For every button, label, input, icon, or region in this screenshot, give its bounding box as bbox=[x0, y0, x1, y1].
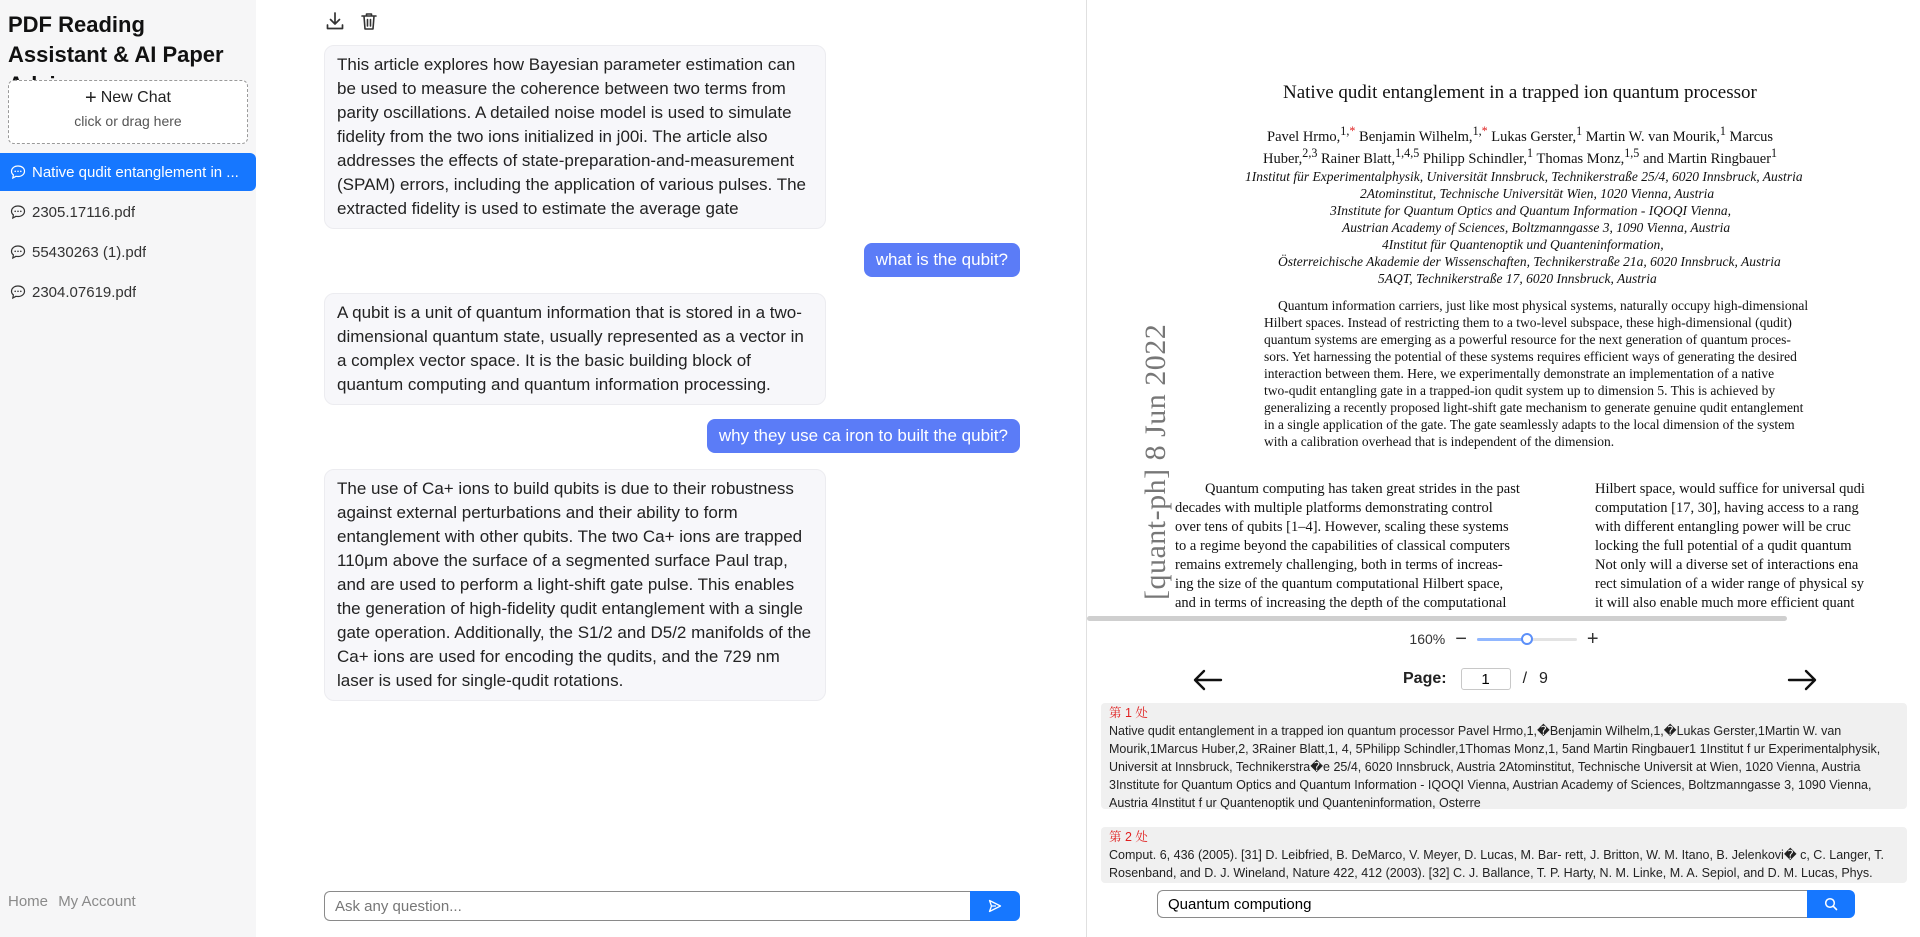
chat-bubble-icon bbox=[10, 244, 26, 260]
affiliation-line: 1Institut für Experimentalphysik, Universität Innsbruck, Technikerstraße 25/4, 6020 Innsbruck, Austria bbox=[1245, 169, 1803, 184]
download-icon[interactable] bbox=[324, 10, 346, 32]
body-line: locking the full potential of a qudit quantum bbox=[1595, 538, 1852, 554]
affiliation-line: 5AQT, Technikerstraße 17, 6020 Innsbruck, Austria bbox=[1378, 271, 1657, 286]
pdf-page-view[interactable] bbox=[1087, 0, 1920, 612]
my-account-link[interactable]: My Account bbox=[58, 893, 136, 910]
abstract-line: Quantum information carriers, just like most physical systems, naturally occupy high-dimensional bbox=[1278, 298, 1809, 313]
pdf-horizontal-scrollbar[interactable] bbox=[1087, 616, 1787, 621]
zoom-slider[interactable] bbox=[1477, 632, 1577, 646]
zoom-controls bbox=[1087, 628, 1920, 650]
user-message: why they use ca iron to built the qubit? bbox=[707, 419, 1020, 453]
abstract-line: sors. Yet harnessing the potential of these systems requires efficient ways of generating the desired bbox=[1264, 349, 1797, 364]
footer-links bbox=[8, 893, 142, 910]
zoom-out-button[interactable]: − bbox=[1455, 628, 1467, 650]
result-text: Comput. 6, 436 (2005). [31] D. Leibfried, B. DeMarco, V. Meyer, D. Lucas, M. Bar- rett, J. Britton, W. M. Itano, B. Jelenkovi� c, C. Langer, T. Rosenband, and D. J. Wineland, Nature 422, 412 (2003). [32] C. J. Ballance, T. P. Harty, N. M. Linke, M. A. Sepiol, and D. M. Lucas, Phys. bbox=[1109, 848, 1884, 880]
page-label: Page: bbox=[1403, 670, 1447, 687]
zoom-slider-handle[interactable] bbox=[1521, 633, 1533, 645]
abstract-line: interaction between them. Here, we experimentally demonstrate an implementation of a native bbox=[1264, 366, 1775, 381]
abstract-line: with a calibration overhead that is independent of the dimension. bbox=[1264, 434, 1615, 449]
total-pages: 9 bbox=[1539, 670, 1548, 687]
chat-item-label: 2305.17116.pdf bbox=[32, 203, 136, 221]
pdf-search-input[interactable] bbox=[1157, 890, 1807, 918]
affiliation-line: Österreichische Akademie der Wissenschaften, Technikerstraße 21a, 6020 Innsbruck, Austria bbox=[1278, 254, 1781, 269]
chat-item-label: Native qudit entanglement in ... bbox=[32, 163, 239, 181]
body-line: with different entangling power will be cruc bbox=[1595, 519, 1851, 535]
abstract-line: quantum systems are emerging as a powerful resource for the next generation of quantum proces- bbox=[1264, 332, 1791, 347]
body-line: Not only will a diverse set of interactions ena bbox=[1595, 557, 1859, 573]
arrow-right-icon[interactable] bbox=[1785, 666, 1819, 694]
search-icon bbox=[1824, 897, 1838, 911]
body-line: and in terms of increasing the depth of the computational bbox=[1175, 595, 1507, 611]
affiliation-line: 3Institute for Quantum Optics and Quantum Information - IQOQI Vienna, bbox=[1330, 203, 1731, 218]
new-chat-label: New Chat bbox=[100, 89, 171, 106]
body-line: decades with multiple platforms demonstrating control bbox=[1175, 500, 1493, 516]
new-chat-hint: click or drag here bbox=[74, 113, 182, 129]
abstract-line: two-qudit entangling gate in a trapped-ion qudit system up to dimension 5. This is achieved by bbox=[1264, 383, 1776, 398]
chat-panel bbox=[256, 0, 1086, 937]
body-line: computation [17, 30], having access to a rang bbox=[1595, 500, 1859, 516]
search-result[interactable] bbox=[1101, 827, 1907, 883]
chat-item-label: 55430263 (1).pdf bbox=[32, 243, 147, 261]
paper-title: Native qudit entanglement in a trapped ion quantum processor bbox=[1283, 82, 1757, 103]
assistant-message: The use of Ca+ ions to build qubits is due to their robustness against external perturbations and their ability to form entanglement with other qubits. The two Ca+ ions are trapped 110μm above the surface of a segmented surface Paul trap, and are used to perform a light-shift gate pulse. This enables the generation of high-fidelity qudit entanglement with a single gate operation. Additionally, the S1/2 and D5/2 manifolds of the Ca+ ions are used for encoding the qudits, and the 729 nm laser is used for single-qudit rotations. bbox=[324, 469, 826, 701]
chat-item-2305-17116[interactable] bbox=[0, 193, 256, 231]
body-line: to a regime beyond the capabilities of classical computers bbox=[1175, 538, 1510, 554]
affiliation-line: Austrian Academy of Sciences, Boltzmanngasse 3, 1090 Vienna, Austria bbox=[1342, 220, 1731, 235]
body-line: over tens of qubits [1–4]. However, scaling these systems bbox=[1175, 519, 1509, 535]
arxiv-stamp: [quant-ph] 8 Jun 2022 bbox=[1139, 323, 1172, 600]
sidebar bbox=[0, 0, 256, 937]
app-title: PDF Reading Assistant & AI Paper bbox=[8, 12, 224, 67]
chat-item-label: 2304.07619.pdf bbox=[32, 283, 137, 301]
result-heading: 第 2 处 bbox=[1109, 830, 1148, 844]
new-chat-button[interactable] bbox=[8, 80, 248, 144]
zoom-level: 160% bbox=[1409, 631, 1446, 647]
author-line: Huber,$^{2,3}$ Rainer Blatt,$^{1,4,5}$ Philipp Schindler,$^1$ Thomas Monz,$^{1,5}$ and Martin Ringbauer$^1$ bbox=[1263, 146, 1778, 167]
affiliation-line: 4Institut für Quantenoptik und Quanteninformation, bbox=[1382, 237, 1664, 252]
page-navigation bbox=[1087, 664, 1920, 696]
result-heading: 第 1 处 bbox=[1109, 706, 1148, 720]
chat-input-bar bbox=[324, 891, 1020, 921]
search-result[interactable] bbox=[1101, 703, 1907, 809]
abstract-line: Hilbert spaces. Instead of restricting them to a two-level subspace, these high-dimensional (qudit) bbox=[1264, 315, 1792, 330]
send-button[interactable] bbox=[970, 891, 1020, 921]
home-link[interactable]: Home bbox=[8, 893, 49, 910]
assistant-message: A qubit is a unit of quantum information that is stored in a two-dimensional quantum state, usually represented as a vector in a complex vector space. It is the basic building block of quantum computing and quantum information processing. bbox=[324, 293, 826, 405]
chat-bubble-icon bbox=[10, 164, 26, 180]
arrow-left-icon[interactable] bbox=[1191, 666, 1225, 694]
chat-bubble-icon bbox=[10, 284, 26, 300]
body-line: it will also enable much more efficient quant bbox=[1595, 595, 1855, 611]
search-results bbox=[1101, 703, 1907, 887]
pdf-search-button[interactable] bbox=[1807, 890, 1855, 918]
body-line: remains extremely challenging, both in terms of increas- bbox=[1175, 557, 1503, 573]
pdf-search-bar bbox=[1157, 890, 1855, 918]
abstract-line: generalizing a recently proposed light-shift gate mechanism to generate genuine qudit entanglement bbox=[1264, 400, 1804, 415]
trash-icon[interactable] bbox=[358, 10, 380, 32]
pdf-panel bbox=[1086, 0, 1920, 937]
chat-bubble-icon bbox=[10, 204, 26, 220]
body-line: ing the size of the quantum computational Hilbert space, bbox=[1175, 576, 1504, 592]
assistant-message: This article explores how Bayesian parameter estimation can be used to measure the coherence between two terms from parity oscillations. A detailed noise model is used to simulate fidelity from the two ions initialized in j00i. The article also addresses the effects of state-preparation-and-measurement (SPAM) errors, including the application of various pulses. The extracted fidelity is used to estimate the average gate bbox=[324, 45, 826, 229]
body-line: Quantum computing has taken great strides in the past bbox=[1205, 481, 1520, 497]
abstract-line: in a single application of the gate. The gate seamlessly adapts to the local dimension of the system bbox=[1264, 417, 1795, 432]
plus-icon: + bbox=[85, 87, 97, 109]
affiliation-line: 2Atominstitut, Technische Universität Wien, 1020 Vienna, Austria bbox=[1360, 186, 1715, 201]
page-separator: / bbox=[1522, 670, 1528, 687]
zoom-slider-fill bbox=[1477, 638, 1527, 641]
send-icon bbox=[988, 899, 1002, 913]
zoom-in-button[interactable]: + bbox=[1586, 628, 1599, 650]
chat-item-55430263[interactable] bbox=[0, 233, 256, 271]
chat-item-2304-07619[interactable] bbox=[0, 273, 256, 311]
chat-item-native-qudit[interactable] bbox=[0, 153, 256, 191]
body-line: rect simulation of a wider range of physical sy bbox=[1595, 576, 1864, 592]
user-message: what is the qubit? bbox=[864, 243, 1020, 277]
page-number-input[interactable] bbox=[1461, 668, 1511, 690]
author-line: Pavel Hrmo,$^{1,*}$ Benjamin Wilhelm,$^{1,*}$ Lukas Gerster,$^1$ Martin W. van Mourik,$^1$ Marcus bbox=[1267, 124, 1774, 145]
body-line: Hilbert space, would suffice for universal qudi bbox=[1595, 481, 1865, 497]
result-text: Native qudit entanglement in a trapped ion quantum processor Pavel Hrmo,1,�Benjamin Wilhelm,1,�Lukas Gerster,1Martin W. van Mourik,1Marcus Huber,2, 3Rainer Blatt,1, 4, 5Philipp Schindler,1Thomas Monz,1, 5and Martin Ringbauer1 1Institut f ur Experimentalphysik, Universit at Innsbruck, Technikerstra�e 25/4, 6020 Innsbruck, Austria 2Atominstitut, Technische Universit at Wien, 1020 Vienna, Austria 3Institute for Quantum Optics and Quantum Information - IQOQI Vienna, Austrian Academy of Sciences, Boltzmanngasse 3, 1090 Vienna, Austria 4Institut f ur Quantenoptik und Quanteninformation, Osterre bbox=[1109, 724, 1881, 810]
chat-input[interactable] bbox=[324, 891, 970, 921]
